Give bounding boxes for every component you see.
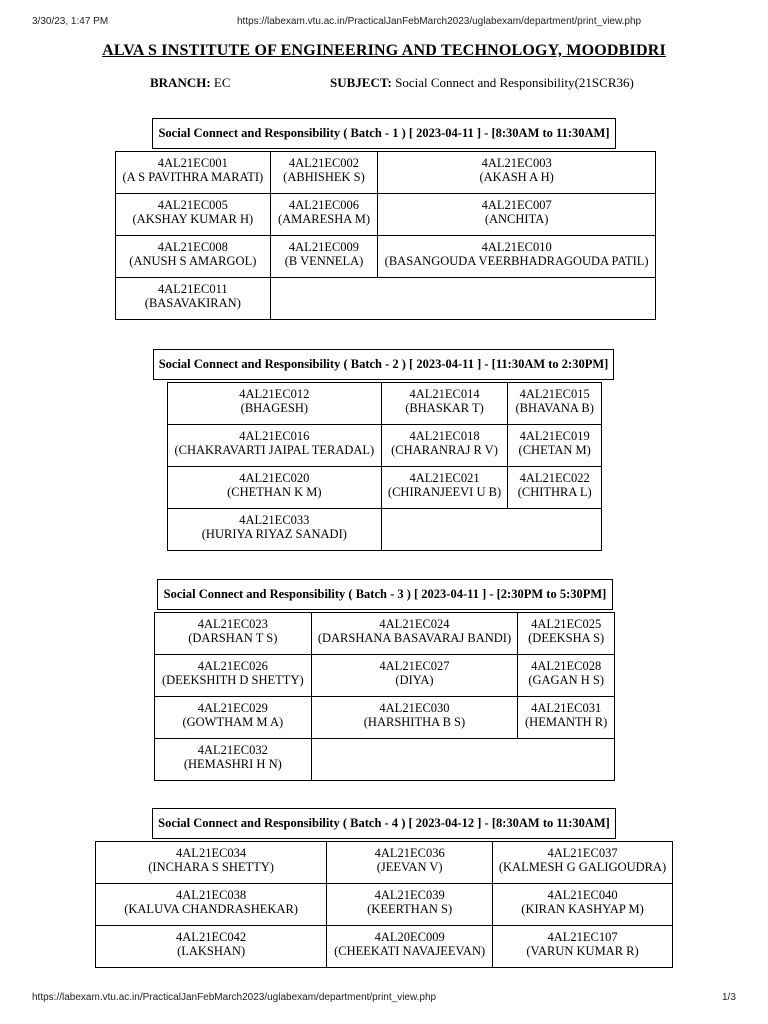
student-cell: [155, 655, 312, 697]
student-name: (HEMASHRI H N): [183, 757, 282, 771]
empty-cell: [270, 278, 655, 320]
student-name: (DEEKSHITH D SHETTY): [161, 673, 304, 687]
student-cell: [493, 884, 673, 926]
student-cell: [508, 425, 602, 467]
student-name: (HURIYA RIYAZ SANADI): [201, 527, 347, 541]
page-number: 1/3: [722, 992, 736, 1003]
batch-2-table: [167, 382, 602, 551]
student-id: 4AL21EC005: [157, 198, 228, 212]
table-row: [155, 739, 615, 781]
student-name: (INCHARA S SHETTY): [148, 860, 274, 874]
student-cell: [116, 236, 271, 278]
student-cell: [378, 152, 656, 194]
student-cell: [508, 467, 602, 509]
table-row: [155, 697, 615, 739]
student-name: (AMARESHA M): [277, 212, 370, 226]
student-cell: [311, 613, 518, 655]
student-name: (BHASKAR T): [405, 401, 484, 415]
student-name: (BHAVANA B): [515, 401, 594, 415]
student-id: 4AL21EC010: [481, 240, 552, 254]
student-id: 4AL21EC042: [176, 930, 247, 944]
institute-title: ALVA S INSTITUTE OF ENGINEERING AND TECHNOLOGY, MOODBIDRI: [102, 42, 666, 59]
student-name: (LAKSHAN): [177, 944, 246, 958]
student-cell: [96, 842, 327, 884]
student-name: (DARSHANA BASAVARAJ BANDI): [317, 631, 512, 645]
student-id: 4AL21EC009: [288, 240, 360, 254]
student-name: (BHAGESH): [240, 401, 309, 415]
student-name: (CHAKRAVARTI JAIPAL TERADAL): [174, 443, 375, 457]
empty-cell: [381, 509, 601, 551]
student-cell: [116, 152, 271, 194]
batch-2-title: Social Connect and Responsibility ( Batch - 2 ) [ 2023-04-11 ] - [11:30AM to 2:30PM]: [153, 349, 614, 380]
branch-value: EC: [213, 75, 231, 90]
student-name: (DIYA): [395, 673, 434, 687]
student-name: (HARSHITHA B S): [363, 715, 466, 729]
student-name: (KALUVA CHANDRASHEKAR): [124, 902, 298, 916]
student-cell: [116, 278, 271, 320]
print-datetime: 3/30/23, 1:47 PM: [32, 16, 109, 27]
student-name: (CHARANRAJ R V): [391, 443, 498, 457]
student-name: (ABHISHEK S): [283, 170, 365, 184]
student-cell: [311, 697, 518, 739]
student-name: (KALMESH G GALIGOUDRA): [498, 860, 667, 874]
table-row: [96, 926, 673, 968]
student-cell: [378, 194, 656, 236]
student-id: 4AL21EC022: [519, 471, 590, 485]
student-cell: [327, 926, 493, 968]
student-id: 4AL21EC014: [409, 387, 480, 401]
table-row: [168, 467, 602, 509]
print-url-header: https://labexam.vtu.ac.in/PracticalJanFebMarch2023/uglabexam/department/print_view.php: [237, 16, 642, 27]
student-name: (CHETAN M): [518, 443, 591, 457]
student-cell: [168, 425, 382, 467]
student-cell: [155, 739, 312, 781]
student-id: 4AL21EC020: [239, 471, 310, 485]
student-id: 4AL21EC024: [379, 617, 450, 631]
student-id: 4AL21EC015: [519, 387, 590, 401]
batch-1-table: [115, 151, 656, 320]
student-id: 4AL21EC037: [547, 846, 618, 860]
student-id: 4AL21EC026: [197, 659, 268, 673]
student-name: (KEERTHAN S): [367, 902, 453, 916]
student-id: 4AL21EC032: [197, 743, 268, 757]
branch-label: BRANCH:: [150, 75, 211, 90]
student-cell: [116, 194, 271, 236]
empty-cell: [311, 739, 614, 781]
student-id: 4AL21EC008: [157, 240, 228, 254]
print-url-footer: https://labexam.vtu.ac.in/PracticalJanFebMarch2023/uglabexam/department/print_view.php: [32, 992, 437, 1003]
student-cell: [311, 655, 518, 697]
student-id: 4AL21EC038: [176, 888, 247, 902]
student-name: (CHETHAN K M): [227, 485, 322, 499]
student-cell: [270, 152, 378, 194]
student-cell: [96, 926, 327, 968]
subject-line: [330, 75, 634, 91]
student-id: 4AL21EC039: [374, 888, 445, 902]
student-cell: [168, 383, 382, 425]
student-name: (DARSHAN T S): [188, 631, 278, 645]
student-id: 4AL21EC001: [157, 156, 228, 170]
student-cell: [168, 467, 382, 509]
student-name: (BASAVAKIRAN): [144, 296, 241, 310]
table-row: [168, 383, 602, 425]
student-name: (JEEVAN V): [376, 860, 443, 874]
student-id: 4AL21EC018: [409, 429, 480, 443]
student-cell: [518, 697, 615, 739]
student-id: 4AL21EC036: [374, 846, 445, 860]
student-name: (DEEKSHA S): [528, 631, 605, 645]
table-row: [168, 425, 602, 467]
student-cell: [270, 194, 378, 236]
student-id: 4AL21EC016: [239, 429, 310, 443]
student-id: 4AL21EC003: [481, 156, 552, 170]
student-id: 4AL21EC034: [176, 846, 247, 860]
student-id: 4AL21EC006: [288, 198, 360, 212]
student-name: (A S PAVITHRA MARATI): [122, 170, 264, 184]
table-row: [155, 613, 615, 655]
batch-1-title: Social Connect and Responsibility ( Batch - 1 ) [ 2023-04-11 ] - [8:30AM to 11:30AM]: [152, 118, 616, 149]
batch-4-title: Social Connect and Responsibility ( Batch - 4 ) [ 2023-04-12 ] - [8:30AM to 11:30AM]: [152, 808, 616, 839]
student-cell: [327, 842, 493, 884]
student-name: (CHIRANJEEVI U B): [387, 485, 502, 499]
student-name: (CHITHRA L): [517, 485, 592, 499]
student-name: (VARUN KUMAR R): [526, 944, 639, 958]
table-row: [116, 194, 656, 236]
student-name: (ANUSH S AMARGOL): [129, 254, 257, 268]
student-id: 4AL21EC025: [531, 617, 602, 631]
batch-3-title: Social Connect and Responsibility ( Batch - 3 ) [ 2023-04-11 ] - [2:30PM to 5:30PM]: [157, 579, 613, 610]
student-id: 4AL20EC009: [374, 930, 445, 944]
student-id: 4AL21EC023: [197, 617, 268, 631]
student-id: 4AL21EC028: [531, 659, 602, 673]
student-id: 4AL21EC107: [547, 930, 618, 944]
table-row: [116, 278, 656, 320]
student-cell: [155, 613, 312, 655]
student-id: 4AL21EC011: [158, 282, 228, 296]
student-id: 4AL21EC002: [288, 156, 360, 170]
student-name: (KIRAN KASHYAP M): [521, 902, 644, 916]
student-id: 4AL21EC029: [197, 701, 268, 715]
student-cell: [96, 884, 327, 926]
student-cell: [155, 697, 312, 739]
student-id: 4AL21EC019: [519, 429, 590, 443]
student-name: (AKASH A H): [479, 170, 554, 184]
branch-line: [150, 75, 231, 91]
batch-4-table: [95, 841, 673, 968]
student-cell: [493, 842, 673, 884]
table-row: [116, 152, 656, 194]
table-row: [168, 509, 602, 551]
subject-value: Social Connect and Responsibility(21SCR36): [395, 75, 634, 90]
student-name: (AKSHAY KUMAR H): [132, 212, 254, 226]
subject-label: SUBJECT:: [330, 75, 392, 90]
student-id: 4AL21EC033: [239, 513, 310, 527]
table-row: [96, 884, 673, 926]
student-cell: [518, 655, 615, 697]
student-id: 4AL21EC021: [409, 471, 480, 485]
table-row: [96, 842, 673, 884]
student-id: 4AL21EC027: [379, 659, 450, 673]
table-row: [116, 236, 656, 278]
student-name: (GAGAN H S): [528, 673, 605, 687]
student-name: (ANCHITA): [484, 212, 549, 226]
student-cell: [327, 884, 493, 926]
student-cell: [168, 509, 382, 551]
student-cell: [378, 236, 656, 278]
batch-3-table: [154, 612, 615, 781]
student-name: (GOWTHAM M A): [182, 715, 284, 729]
student-cell: [508, 383, 602, 425]
student-cell: [270, 236, 378, 278]
table-row: [155, 655, 615, 697]
student-cell: [381, 383, 508, 425]
student-cell: [518, 613, 615, 655]
student-name: (HEMANTH R): [525, 715, 608, 729]
student-cell: [493, 926, 673, 968]
student-id: 4AL21EC007: [481, 198, 552, 212]
student-name: (B VENNELA): [284, 254, 364, 268]
student-cell: [381, 467, 508, 509]
student-id: 4AL21EC012: [239, 387, 310, 401]
student-name: (CHEEKATI NAVAJEEVAN): [334, 944, 486, 958]
student-cell: [381, 425, 508, 467]
student-name: (BASANGOUDA VEERBHADRAGOUDA PATIL): [384, 254, 649, 268]
student-id: 4AL21EC031: [531, 701, 602, 715]
student-id: 4AL21EC030: [379, 701, 450, 715]
student-id: 4AL21EC040: [547, 888, 618, 902]
